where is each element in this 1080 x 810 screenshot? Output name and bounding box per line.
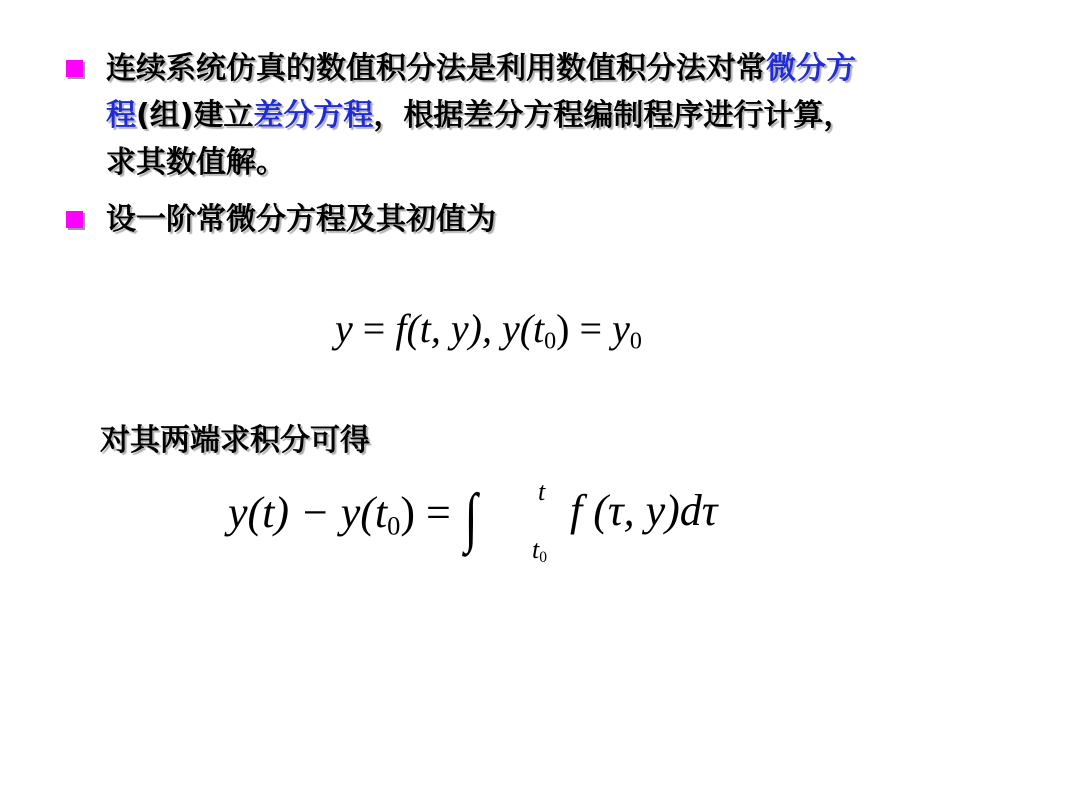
bullet-1-term-differential: 微分方 [766,51,856,86]
eq2-integrand: f (τ, y)dτ [570,486,718,535]
equation-integral [228,481,480,554]
bullet-1-term-difference: 差分方程 [253,98,374,133]
eq1-sub0b: 0 [629,328,642,355]
eq2-upper-limit: t [538,477,546,506]
equation-ode [335,305,642,356]
eq2-lhs: y(t) − y(t [228,488,388,537]
bullet-1-text-b: (组)建立 [136,98,254,133]
bullet-1-term-cheng: 程 [106,98,136,133]
eq2-lower-sub: 0 [539,548,548,566]
bullet-2-text: 设一阶常微分方程及其初值为 [106,202,496,237]
eq1-equals: = [362,306,386,351]
eq2-lhs-close: ) [400,488,416,537]
bullet-1-line-1 [106,45,856,92]
eq2-lower-t: t [532,535,540,564]
integrate-text: 对其两端求积分可得 [100,423,370,458]
eq1-t0: (t [519,306,545,351]
eq2-equals: = [426,488,451,537]
eq1-y: y [335,306,353,351]
eq1-f: f [395,306,407,351]
eq1-args: (t, y), [406,306,502,351]
eq1-equals-2: = [579,306,603,351]
eq2-lhs-sub: 0 [387,510,401,541]
bullet-square-icon [66,211,83,228]
eq1-sub0: 0 [544,328,557,355]
eq1-y0: y [612,306,630,351]
eq2-lower-limit [532,535,547,567]
bullet-1-text-c: ，根据差分方程编制程序进行计算， [373,98,854,133]
bullet-square-icon [66,60,83,77]
integral-sign-icon: ∫ [464,481,478,554]
bullet-1-text-a: 连续系统仿真的数值积分法是利用数值积分法对常 [106,51,766,86]
eq1-close: ) [556,306,570,351]
eq1-y2: y [501,306,520,351]
bullet-1-line-2 [106,92,853,139]
bullet-1-line-3: 求其数值解。 [106,145,286,180]
